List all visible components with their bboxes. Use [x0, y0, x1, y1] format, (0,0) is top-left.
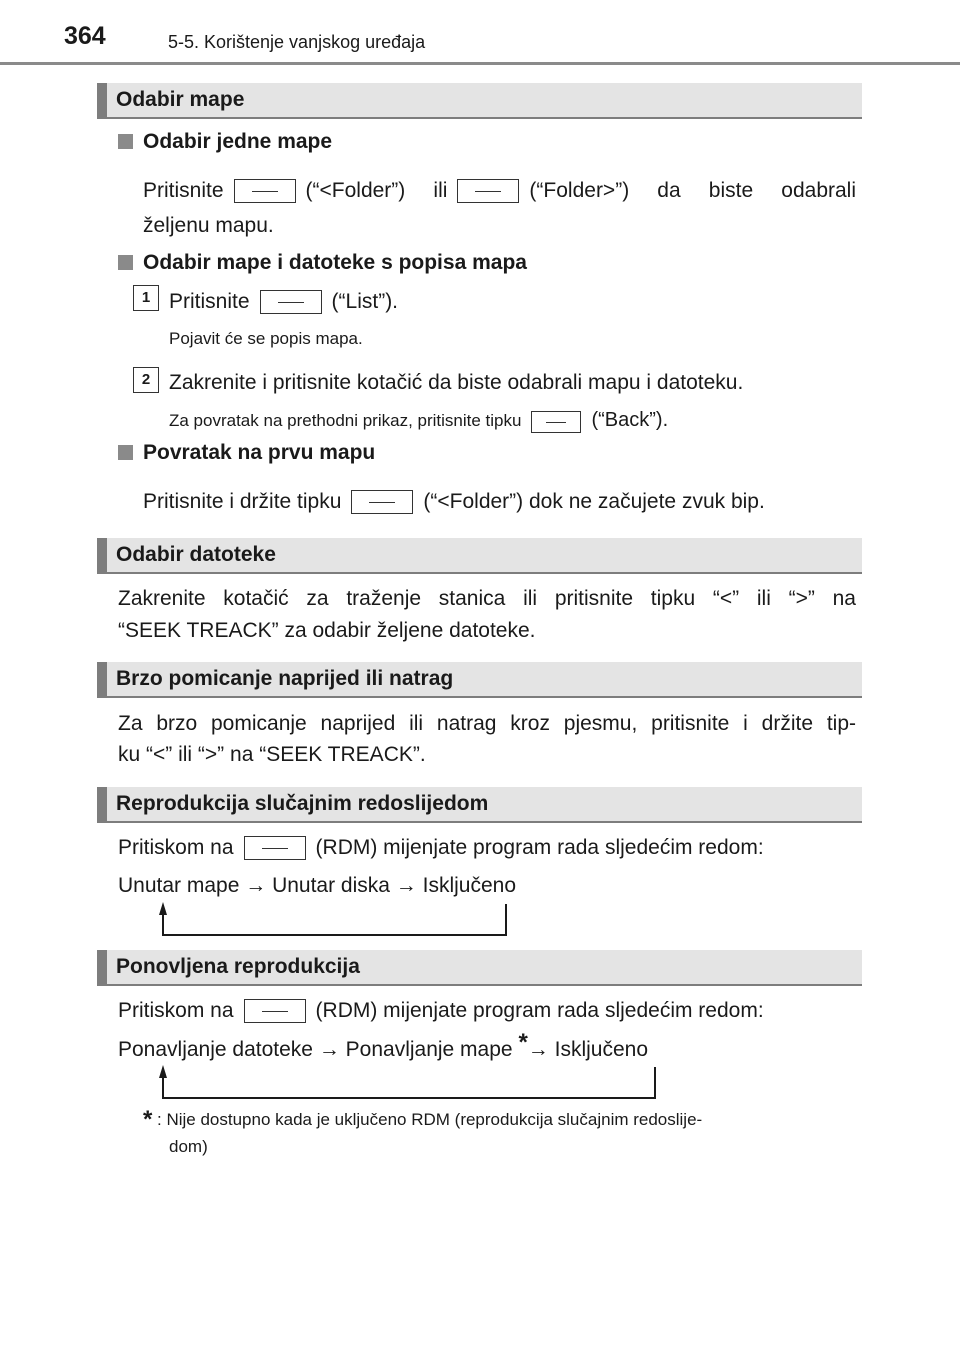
- loop-line: [162, 1075, 164, 1099]
- rdm-button-icon: [244, 836, 306, 860]
- loop-line: [162, 912, 164, 936]
- paragraph-fast-2: ku “<” ili “>” na “SEEK TREACK”.: [118, 743, 426, 766]
- paragraph-random: Pritiskom na (RDM) mijenjate program rada sljedećim redom:: [118, 836, 764, 859]
- subheading-first-folder: Povratak na prvu mapu: [118, 441, 375, 465]
- square-bullet-icon: [118, 134, 133, 149]
- folder-next-button-icon: [457, 179, 519, 203]
- square-bullet-icon: [118, 255, 133, 270]
- section-title: Brzo pomicanje naprijed ili natrag: [116, 667, 454, 690]
- list-button-icon: [260, 290, 322, 314]
- footnote-line-1: : Nije dostupno kada je uključeno RDM (reprodukcija slučajnim redoslije-: [157, 1110, 703, 1129]
- rdm-button-icon: [244, 999, 306, 1023]
- subheading-single-folder: Odabir jedne mape: [118, 130, 332, 154]
- folder-prev-button-icon: [351, 490, 413, 514]
- footnote-line-2: dom): [169, 1137, 208, 1156]
- paragraph-single-folder-2: željenu mapu.: [143, 214, 274, 237]
- paragraph-first-folder: Pritisnite i držite tipku (“<Folder”) dok ne začujete zvuk bip.: [143, 490, 765, 513]
- step-2-text: Zakrenite i pritisnite kotačić da biste odabrali mapu i datoteku.: [169, 371, 744, 394]
- step-2-note: Za povratak na prethodni prikaz, pritisnite tipku (“Back”).: [169, 409, 669, 431]
- step-number-2: 2: [133, 367, 159, 393]
- step-1-note: Pojavit će se popis mapa.: [169, 329, 363, 348]
- paragraph-fast-1: Za brzo pomicanje naprijed ili natrag kroz pjesmu, pritisnite i držite tip-: [118, 712, 856, 735]
- section-repeat-play: [97, 950, 862, 986]
- paragraph-file-select-1: Zakrenite kotačić za traženje stanica ili pritisnite tipku “<” ili “>” na: [118, 587, 856, 610]
- footnote-asterisk: *: [518, 1029, 528, 1056]
- header-rule: [0, 62, 960, 65]
- section-random-play: [97, 787, 862, 823]
- random-sequence: Unutar mape → Unutar diska → Isključeno: [118, 874, 517, 897]
- repeat-sequence: Ponavljanje datoteke → Ponavljanje mape *→ Isključeno: [118, 1029, 648, 1061]
- footnote-mark: *: [143, 1106, 153, 1133]
- section-title: Ponovljena reprodukcija: [116, 955, 360, 978]
- loop-line: [162, 934, 507, 936]
- step-number-1: 1: [133, 285, 159, 311]
- section-title: Odabir datoteke: [116, 543, 276, 566]
- section-title: Odabir mape: [116, 88, 245, 111]
- step-1-text: Pritisnite (“List”).: [169, 290, 399, 313]
- section-title: Reprodukcija slučajnim redoslijedom: [116, 792, 489, 815]
- back-button-icon: [531, 411, 581, 433]
- loop-line: [162, 1097, 656, 1099]
- paragraph-repeat: Pritiskom na (RDM) mijenjate program rada sljedećim redom:: [118, 999, 764, 1022]
- paragraph-file-select-2: “SEEK TREACK” za odabir željene datoteke.: [118, 619, 536, 642]
- section-fast-seek: [97, 662, 862, 698]
- paragraph-single-folder-1: Pritisnite (“<Folder”) ili (“Folder>”) da biste odabrali: [143, 179, 857, 202]
- page-number: 364: [64, 22, 106, 50]
- subheading-list-select: Odabir mape i datoteke s popisa mapa: [118, 251, 527, 275]
- loop-line: [505, 904, 507, 936]
- section-folder-select: [97, 83, 862, 119]
- section-file-select: [97, 538, 862, 574]
- folder-prev-button-icon: [234, 179, 296, 203]
- square-bullet-icon: [118, 445, 133, 460]
- chapter-title: 5-5. Korištenje vanjskog uređaja: [168, 32, 426, 52]
- loop-line: [654, 1067, 656, 1099]
